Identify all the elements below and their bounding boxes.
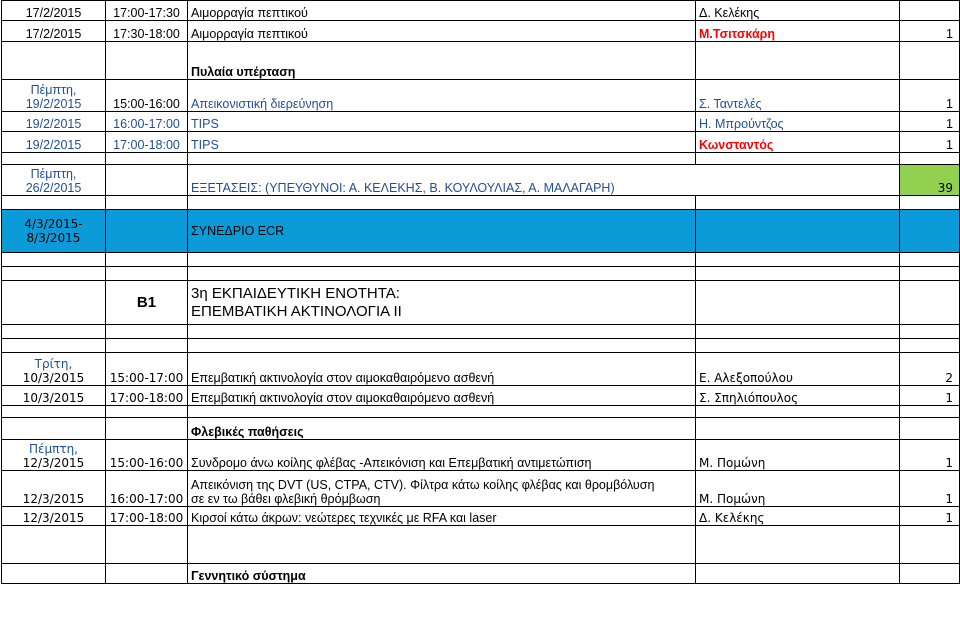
table-row [2, 281, 960, 325]
topic-cell: Απεικονιστική διερεύνηση [188, 80, 696, 112]
time-cell: 15:00-16:00 [106, 440, 188, 471]
table-row [2, 112, 960, 132]
speaker-cell: Σ. Ταντελές [696, 80, 900, 112]
date-cell: 12/3/2015 [2, 471, 106, 507]
count-cell: 1 [900, 21, 960, 42]
topic-cell: Κιρσοί κάτω άκρων: νεώτερες τεχνικές με RFA και laser [188, 507, 696, 526]
date-cell: Πέμπτη, 19/2/2015 [2, 80, 106, 112]
speaker-cell: Δ. Κελέκης [696, 1, 900, 21]
date-cell: Πέμπτη, 26/2/2015 [2, 165, 106, 196]
speaker-cell: Δ. Κελέκης [696, 507, 900, 526]
count-cell: 39 [900, 165, 960, 196]
speaker-cell: Η. Μπρούντζος [696, 112, 900, 132]
table-row [2, 564, 960, 584]
table-row [2, 418, 960, 440]
speaker-cell: Μ.Τσιτσκάρη [696, 21, 900, 42]
topic-cell: TIPS [188, 112, 696, 132]
section-heading: Φλεβικές παθήσεις [188, 418, 696, 440]
date-cell: 19/2/2015 [2, 132, 106, 153]
date-cell: 10/3/2015 [2, 386, 106, 406]
unit-title: 3η ΕΚΠΑΙΔΕΥΤΙΚΗ ΕΝΟΤΗΤΑ: ΕΠΕΜΒΑΤΙΚΗ ΑΚΤΙΝΟΛΟΓΙΑ ΙΙ [188, 281, 696, 325]
speaker-cell: Σ. Σπηλιόπουλος [696, 386, 900, 406]
topic-cell: Συνδρομο άνω κοίλης φλέβας -Απεικόνιση και Επεμβατική αντιμετώπιση [188, 440, 696, 471]
topic-cell: Απεικόνιση της DVT (US, CTPA, CTV). Φίλτρα κάτω κοίλης φλέβας και θρομβόλυση σε εν τω βάθει φλεβική θρόμβωση [188, 471, 696, 507]
table-row [2, 80, 960, 112]
count-cell: 1 [900, 80, 960, 112]
topic-cell: Επεμβατική ακτινολογία στον αιμοκαθαιρόμενο ασθενή [188, 353, 696, 386]
section-heading: Γεννητικό σύστημα [188, 564, 696, 584]
time-cell: 17:00-17:30 [106, 1, 188, 21]
time-cell: 17:00-18:00 [106, 386, 188, 406]
time-cell: 17:00-18:00 [106, 507, 188, 526]
count-cell: 1 [900, 440, 960, 471]
table-row [2, 132, 960, 153]
topic-cell: TIPS [188, 132, 696, 153]
date-cell: 17/2/2015 [2, 21, 106, 42]
time-cell: 15:00-17:00 [106, 353, 188, 386]
count-cell: 1 [900, 507, 960, 526]
table-row [2, 1, 960, 21]
topic-cell: ΕΞΕΤΑΣΕΙΣ: (ΥΠΕΥΘΥΝΟΙ: Α. ΚΕΛΕΚΗΣ, Β. ΚΟΥΛΟΥΛΙΑΣ, Α. ΜΑΛΑΓΑΡΗ) [188, 165, 900, 196]
table-row [2, 353, 960, 386]
table-row [2, 165, 960, 196]
speaker-cell: Κωνσταντός [696, 132, 900, 153]
topic-cell: Επεμβατική ακτινολογία στον αιμοκαθαιρόμενο ασθενή [188, 386, 696, 406]
table-row [2, 471, 960, 507]
count-cell: 1 [900, 112, 960, 132]
time-cell: 15:00-16:00 [106, 80, 188, 112]
table-row [2, 507, 960, 526]
time-cell: 17:00-18:00 [106, 132, 188, 153]
table-row [2, 440, 960, 471]
time-cell: 16:00-17:00 [106, 471, 188, 507]
count-cell: 2 [900, 353, 960, 386]
topic-cell: ΣΥΝΕΔΡΙΟ ECR [188, 210, 696, 253]
speaker-cell: Μ. Πομώνη [696, 471, 900, 507]
count-cell: 1 [900, 132, 960, 153]
unit-code: B1 [106, 281, 188, 325]
speaker-cell: Μ. Πομώνη [696, 440, 900, 471]
table-row [2, 21, 960, 42]
date-cell: 12/3/2015 [2, 507, 106, 526]
count-cell: 1 [900, 471, 960, 507]
date-cell: Τρίτη, 10/3/2015 [2, 353, 106, 386]
table-row [2, 42, 960, 80]
table-row [2, 386, 960, 406]
section-heading: Πυλαία υπέρταση [188, 42, 696, 80]
time-cell: 17:30-18:00 [106, 21, 188, 42]
topic-cell: Αιμορραγία πεπτικού [188, 1, 696, 21]
schedule-table [1, 0, 960, 584]
time-cell: 16:00-17:00 [106, 112, 188, 132]
date-cell: Πέμπτη, 12/3/2015 [2, 440, 106, 471]
count-cell: 1 [900, 386, 960, 406]
topic-cell: Αιμορραγία πεπτικού [188, 21, 696, 42]
date-cell: 19/2/2015 [2, 112, 106, 132]
table-row [2, 210, 960, 253]
count-cell [900, 1, 960, 21]
date-cell: 4/3/2015- 8/3/2015 [2, 210, 106, 253]
speaker-cell: Ε. Αλεξοπούλου [696, 353, 900, 386]
date-cell: 17/2/2015 [2, 1, 106, 21]
